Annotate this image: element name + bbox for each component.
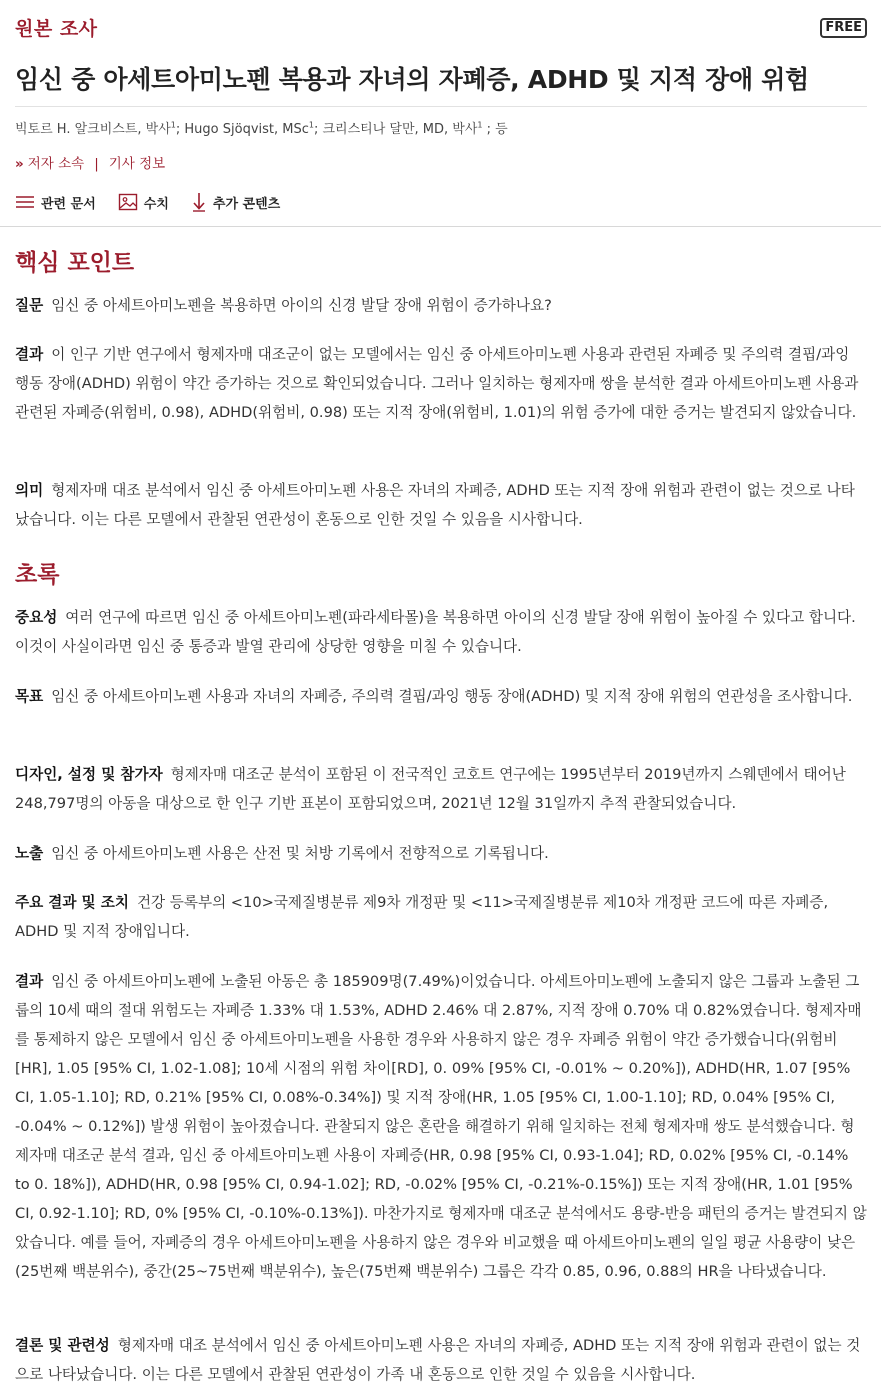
double-chevron-right-icon: » — [15, 156, 24, 172]
design-text: 형제자매 대조군 분석이 포함된 이 전국적인 코호트 연구에는 1995년부터 2019년까지 스웨덴에서 태어난 248,797명의 아동을 대상으로 한 인구 기반 표본이 포함되었으며, 2021년 12월 31일까지 추적 관찰되었습니다. — [15, 766, 846, 812]
tools-divider — [0, 226, 881, 227]
article-title: 임신 중 아세트아미노펜 복용과 자녀의 자폐증, ADHD 및 지적 장애 위험 — [15, 65, 809, 94]
meaning-text: 형제자매 대조 분석에서 임신 중 아세트아미노펜 사용은 자녀의 자폐증, ADHD 또는 지적 장애 위험과 관련이 없는 것으로 나타났습니다. 이는 다른 모델에서 관찰된 연관성이 혼동으로 인한 것일 수 있음을 시사합니다. — [15, 482, 855, 528]
author-list — [15, 118, 508, 137]
affiliations-link-label: 저자 소속 — [27, 156, 85, 172]
article-info-link[interactable]: 기사 정보 — [108, 156, 166, 172]
download-arrow-icon — [191, 192, 207, 212]
key-point-question — [15, 291, 867, 320]
abstract-results — [15, 967, 867, 1286]
author-etc[interactable]: ; 등 — [482, 122, 508, 137]
results-text: 임신 중 아세트아미노펜에 노출된 아동은 총 185909명(7.49%)이었습니다. 아세트아미노펜에 노출되지 않은 그룹과 노출된 그룹의 10세 때의 절대 위험도는 자폐증 1.33% 대 1.53%, ADHD 2.46% 대 2.87%, 지적 장애 0.70% 대 0.82%였습니다. 형제자매를 통제하지 않은 모델에서 임신 중 아세트아미노펜을 사용한 경우와 사용하지 않은 경우 자폐증 위험이 약간 증가했습니다(위험비[HR], 1.05 [95% CI, 1.02-1.08]; 10세 시점의 위험 차이[RD], 0. 09% [95% CI, -0.01% ~ 0.20%]), ADHD(HR, 1.07 [95% CI, 1.05-1.10]; RD, 0.21% [95% CI, 0.08%-0.34%]) 및 지적 장애(HR, 1.05 [95% CI, 1.00-1.10]; RD, 0.04% [95% CI, -0.04% ~ 0.12%]) 발생 위험이 높아졌습니다. 관찰되지 않은 혼란을 해결하기 위해 일치하는 전체 형제자매 쌍도 분석했습니다. 형제자매 대조군 분석 결과, 임신 중 아세트아미노펜 사용이 자폐증(HR, 0.98 [95% CI, 0.93-1.04]; RD, 0.02% [95% CI, -0.14% to 0. 18%]), ADHD(HR, 0.98 [95% CI, 0.94-1.02]; RD, -0.02% [95% CI, -0.21%-0.15%]) 또는 지적 장애(HR, 1.01 [95% CI, 0.92-1.10]; RD, 0% [95% CI, -0.10%-0.13%]). 마찬가지로 형제자매 대조군 분석에서도 용량-반응 패턴의 증거는 발견되지 않았습니다. 예를 들어, 자폐증의 경우 아세트아미노펜을 사용하지 않은 경우와 비교했을 때 아세트아미노펜의 일일 평균 사용량이 낮은(25번째 백분위수), 중간(25~75번째 백분위수), 높은(75번째 백분위수) 그룹은 각각 0.85, 0.96, 0.88의 HR을 나타냈습니다. — [15, 973, 867, 1280]
key-point-findings — [15, 340, 867, 427]
meaning-lead: 의미 — [15, 482, 44, 499]
question-lead: 질문 — [15, 297, 44, 314]
conclusions-lead: 결론 및 관련성 — [15, 1337, 110, 1354]
exposure-lead: 노출 — [15, 845, 44, 862]
supplemental-content-label: 추가 콘텐츠 — [212, 196, 281, 212]
importance-lead: 중요성 — [15, 609, 58, 626]
related-articles-button[interactable] — [15, 193, 96, 212]
author-3[interactable]: ; 크리스티나 달만, MD, 박사 — [313, 122, 478, 137]
image-icon — [118, 193, 138, 211]
findings-lead: 결과 — [15, 346, 44, 363]
question-text: 임신 중 아세트아미노펜을 복용하면 아이의 신경 발달 장애 위험이 증가하나요? — [51, 297, 552, 314]
findings-text: 이 인구 기반 연구에서 형제자매 대조군이 없는 모델에서는 임신 중 아세트아미노펜 사용과 관련된 자폐증 및 주의력 결핍/과잉 행동 장애(ADHD) 위험이 약간 증가하는 것으로 확인되었습니다. 그러나 일치하는 형제자매 쌍을 분석한 결과 아세트아미노펜 사용과 관련된 자폐증(위험비, 0.98), ADHD(위험비, 0.98) 또는 지적 장애(위험비, 1.01)의 위험 증가에 대한 증거는 발견되지 않았습니다. — [15, 346, 859, 421]
abstract-design — [15, 760, 867, 818]
objective-text: 임신 중 아세트아미노펜 사용과 자녀의 자폐증, 주의력 결핍/과잉 행동 장애(ADHD) 및 지적 장애 위험의 연관성을 조사합니다. — [51, 688, 853, 705]
abstract-outcomes — [15, 888, 867, 946]
article-links-row — [15, 152, 165, 172]
abstract-conclusions — [15, 1331, 867, 1389]
abstract-importance — [15, 603, 867, 661]
outcomes-lead: 주요 결과 및 조치 — [15, 894, 129, 911]
free-badge: FREE — [820, 18, 867, 38]
results-lead: 결과 — [15, 973, 44, 990]
article-type-label: 원본 조사 — [15, 18, 98, 40]
abstract-objective — [15, 682, 867, 711]
key-points-heading: 핵심 포인트 — [15, 250, 135, 276]
supplemental-content-button[interactable] — [191, 192, 280, 212]
author-1[interactable]: 빅토르 H. 알크비스트, 박사 — [15, 122, 171, 137]
related-articles-label: 관련 문서 — [41, 196, 96, 212]
list-lines-icon — [15, 194, 35, 210]
author-1-affiliation: 1 — [170, 120, 176, 130]
outcomes-text: 건강 등록부의 <10>국제질병분류 제9차 개정판 및 <11>국제질병분류 제10차 개정판 코드에 따른 자폐증, ADHD 및 지적 장애입니다. — [15, 894, 829, 940]
conclusions-text: 형제자매 대조 분석에서 임신 중 아세트아미노펜 사용은 자녀의 자폐증, ADHD 또는 지적 장애 위험과 관련이 없는 것으로 나타났습니다. 이는 다른 모델에서 관찰된 연관성이 가족 내 혼동으로 인한 것일 수 있음을 시사합니다. — [15, 1337, 861, 1383]
abstract-heading: 초록 — [15, 562, 60, 588]
link-separator: | — [94, 156, 99, 172]
objective-lead: 목표 — [15, 688, 44, 705]
article-tools-row — [15, 192, 302, 212]
figures-button[interactable] — [118, 193, 169, 212]
affiliations-link[interactable] — [15, 156, 84, 172]
importance-text: 여러 연구에 따르면 임신 중 아세트아미노펜(파라세타몰)을 복용하면 아이의 신경 발달 장애 위험이 높아질 수 있다고 합니다. 이것이 사실이라면 임신 중 통증과 발열 관리에 상당한 영향을 미칠 수 있습니다. — [15, 609, 856, 655]
author-2-affiliation: 1 — [308, 120, 314, 130]
author-2[interactable]: ; Hugo Sjöqvist, MSc — [175, 122, 309, 137]
title-divider — [15, 106, 867, 107]
figures-label: 수치 — [143, 196, 169, 212]
key-point-meaning — [15, 476, 867, 534]
exposure-text: 임신 중 아세트아미노펜 사용은 산전 및 처방 기록에서 전향적으로 기록됩니다. — [51, 845, 549, 862]
article-header-top — [15, 14, 867, 42]
author-3-affiliation: 1 — [477, 120, 483, 130]
abstract-exposure — [15, 839, 867, 868]
design-lead: 디자인, 설정 및 참가자 — [15, 766, 163, 783]
